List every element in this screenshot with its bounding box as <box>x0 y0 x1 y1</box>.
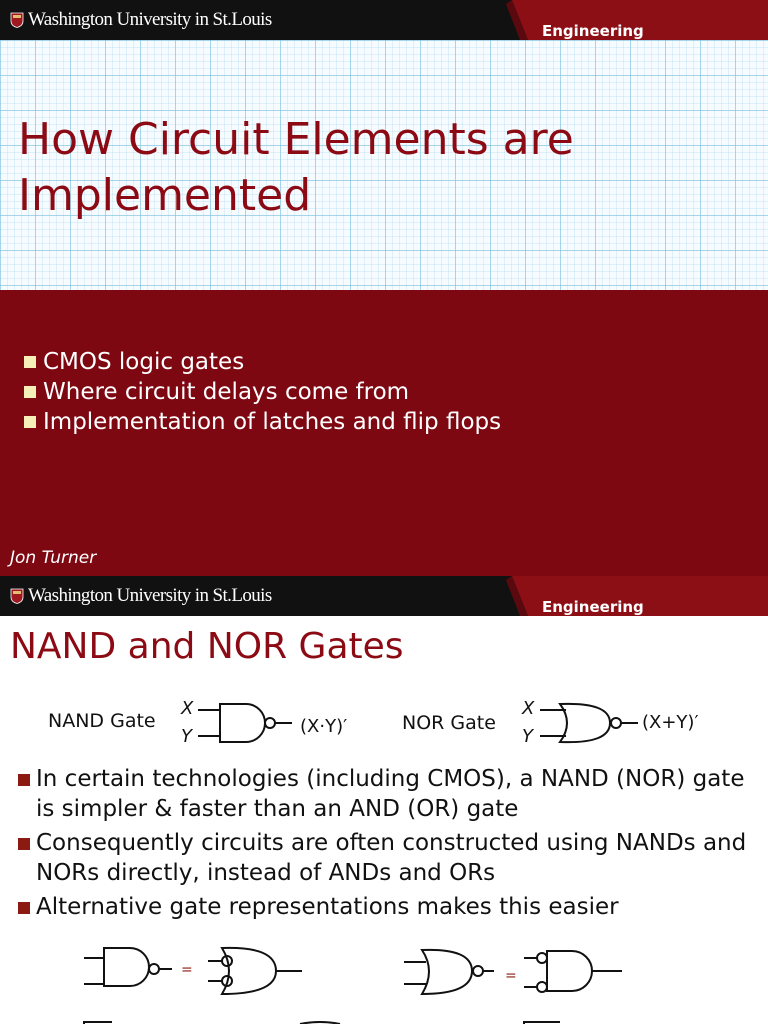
slide-title: NAND and NOR Gates <box>10 626 404 667</box>
bullet-item: Alternative gate representations makes this easier <box>18 892 758 922</box>
nand-gate-symbol <box>198 704 292 742</box>
nand-input-x: X <box>181 698 194 719</box>
bullet-square-icon <box>24 356 36 368</box>
nand-equivalence-diagram <box>84 948 302 994</box>
nor-input-x: X <box>522 698 535 719</box>
bullet-list <box>18 764 758 926</box>
nor-output-expression: (X+Y)′ <box>642 712 699 733</box>
equals-sign: = <box>181 962 193 978</box>
bullet-item: Consequently circuits are often constructed using NANDs and NORs directly, instead of ANDs and ORs <box>18 828 758 888</box>
bullet-square-icon <box>24 386 36 398</box>
slide-title: How Circuit Elements are Implemented <box>18 114 574 221</box>
university-name: Washington University in St.Louis <box>28 9 272 30</box>
nor-gate-label: NOR Gate <box>402 712 496 734</box>
nand-gate-label: NAND Gate <box>48 710 156 732</box>
university-name: Washington University in St.Louis <box>28 585 272 606</box>
author-name: Jon Turner <box>10 548 97 568</box>
bullet-square-icon <box>18 838 30 850</box>
equals-sign: = <box>505 968 517 984</box>
department-label: Engineering <box>542 598 644 616</box>
bullet-item: Implementation of latches and flip flops <box>24 407 501 437</box>
bullet-square-icon <box>18 902 30 914</box>
bullet-list <box>24 347 501 437</box>
department-label: Engineering <box>542 22 644 40</box>
nor-input-y: Y <box>522 726 533 747</box>
bullet-square-icon <box>18 774 30 786</box>
slide-header <box>0 0 768 40</box>
bullet-item: Where circuit delays come from <box>24 377 501 407</box>
university-logo <box>10 9 272 31</box>
bullet-item: In certain technologies (including CMOS), a NAND (NOR) gate is simpler & faster than an AND (OR) gate <box>18 764 758 824</box>
nand-input-y: Y <box>181 726 192 747</box>
nor-gate-symbol <box>540 704 638 742</box>
bullet-square-icon <box>24 416 36 428</box>
nand-nor-slide <box>0 576 768 1024</box>
nand-output-expression: (X·Y)′ <box>300 716 348 737</box>
bullet-item: CMOS logic gates <box>24 347 501 377</box>
university-seal-icon <box>10 12 24 28</box>
